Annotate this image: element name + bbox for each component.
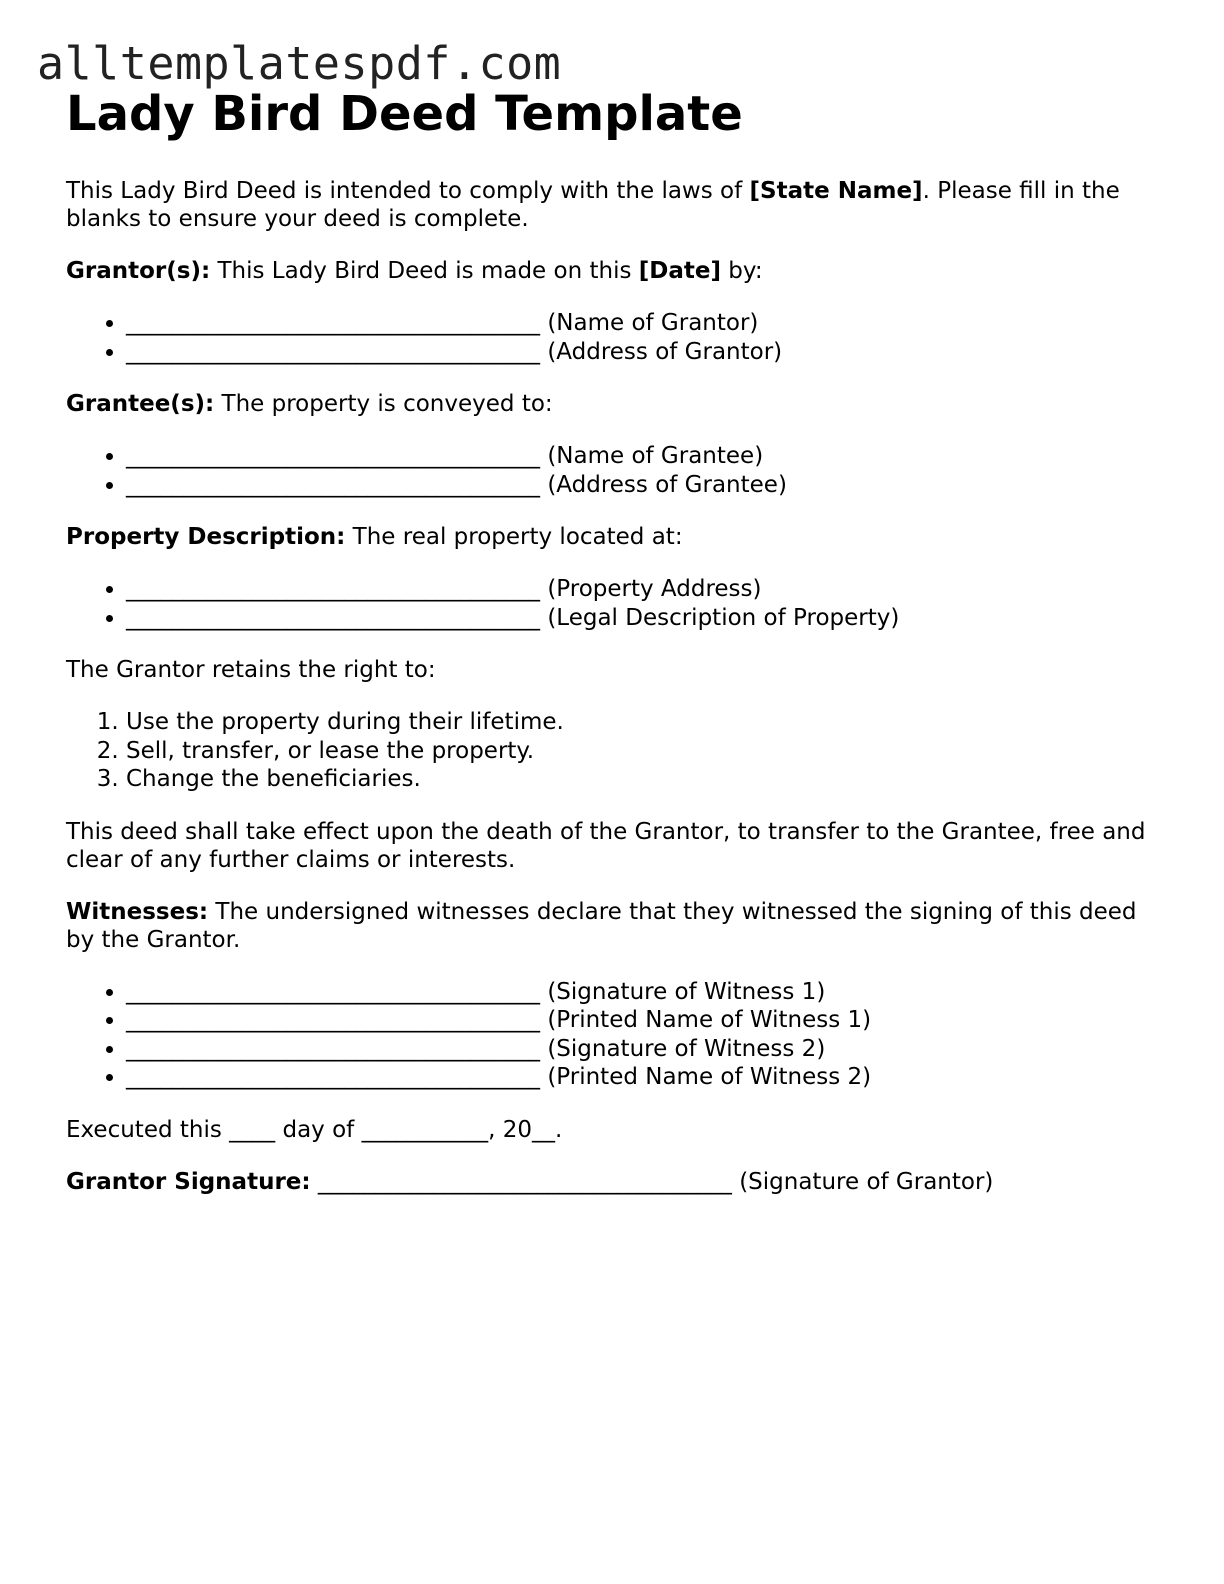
executed-line[interactable]: Executed this ____ day of ___________, 20__. [66, 1116, 563, 1143]
grantee-label: Grantee(s): [66, 391, 215, 417]
witness-fields [66, 978, 1156, 1092]
document-title: Lady Bird Deed Template [66, 86, 743, 142]
rights-item: 2. Sell, transfer, or lease the property. [126, 737, 1156, 766]
field-caption: (Signature of Witness 1) [547, 978, 826, 1005]
blank-line: ____________________________________ [126, 1064, 540, 1090]
grantor-text-after: by: [721, 258, 763, 284]
property-heading [66, 523, 1156, 551]
grantor-address-field[interactable] [126, 338, 1156, 367]
intro-text-after: . Please fill in the blanks to ensure your deed is complete. [66, 178, 1120, 232]
grantee-heading [66, 390, 1156, 418]
witnesses-text: The undersigned witnesses declare that they witnessed the signing of this deed by the Grantor. [66, 898, 1137, 953]
blank-line: ____________________________________ [126, 576, 540, 602]
signature-text: ____________________________________ (Signature of Grantor) [310, 1168, 994, 1195]
rights-intro: The Grantor retains the right to: [66, 657, 436, 683]
witness-1-signature-field[interactable] [126, 978, 1156, 1007]
property-text: The real property located at: [345, 524, 683, 550]
field-caption: (Name of Grantor) [547, 310, 759, 336]
property-legal-description-field[interactable] [126, 604, 1156, 633]
field-caption: (Property Address) [547, 576, 762, 602]
witness-2-name-field[interactable] [126, 1063, 1156, 1092]
blank-line: ____________________________________ [126, 1007, 540, 1033]
intro-paragraph [66, 177, 1156, 233]
grantee-address-field[interactable] [126, 471, 1156, 500]
blank-line: ____________________________________ [126, 471, 540, 498]
blank-line: ____________________________________ [126, 1035, 540, 1062]
grantor-fields [66, 309, 1156, 366]
rights-item: 3. Change the beneficiaries. [126, 765, 1156, 794]
property-address-field[interactable] [126, 575, 1156, 604]
property-fields [66, 575, 1156, 632]
field-caption: (Signature of Witness 2) [547, 1035, 826, 1062]
grantee-fields [66, 442, 1156, 499]
field-caption: (Legal Description of Property) [547, 604, 900, 631]
field-caption: (Name of Grantee) [547, 443, 764, 469]
signature-label: Grantor Signature: [66, 1168, 311, 1195]
rights-list [66, 708, 1156, 794]
field-caption: (Address of Grantee) [547, 471, 787, 498]
blank-line: ____________________________________ [126, 443, 540, 469]
field-caption: (Printed Name of Witness 1) [547, 1007, 872, 1033]
grantor-heading [66, 257, 1156, 285]
grantor-text-before: This Lady Bird Deed is made on this [210, 258, 639, 284]
field-caption: (Address of Grantor) [547, 338, 783, 365]
site-watermark: alltemplatespdf.com [37, 37, 562, 90]
witness-2-signature-field[interactable] [126, 1035, 1156, 1064]
witnesses-label: Witnesses: [66, 898, 209, 925]
blank-line: ____________________________________ [126, 338, 540, 365]
witnesses-heading [66, 898, 1156, 954]
blank-line: ____________________________________ [126, 604, 540, 631]
blank-line: ____________________________________ [126, 978, 540, 1005]
grantor-label: Grantor(s): [66, 258, 211, 284]
field-caption: (Printed Name of Witness 2) [547, 1064, 872, 1090]
grantee-text: The property is conveyed to: [214, 391, 553, 417]
grantor-name-field[interactable] [126, 309, 1156, 338]
effect-paragraph: This deed shall take effect upon the death of the Grantor, to transfer to the Grantee, free and clear of any further claims or interests. [66, 818, 1146, 873]
state-placeholder: [State Name] [749, 178, 923, 204]
blank-line: ____________________________________ [126, 310, 540, 336]
rights-item: 1. Use the property during their lifetime. [126, 708, 1156, 737]
intro-text-before: This Lady Bird Deed is intended to comply with the laws of [66, 178, 750, 204]
date-placeholder: [Date] [638, 258, 721, 284]
witness-1-name-field[interactable] [126, 1006, 1156, 1035]
grantee-name-field[interactable] [126, 442, 1156, 471]
grantor-signature-line[interactable] [66, 1168, 1156, 1196]
document-body [66, 84, 1156, 1220]
property-label: Property Description: [66, 524, 346, 550]
